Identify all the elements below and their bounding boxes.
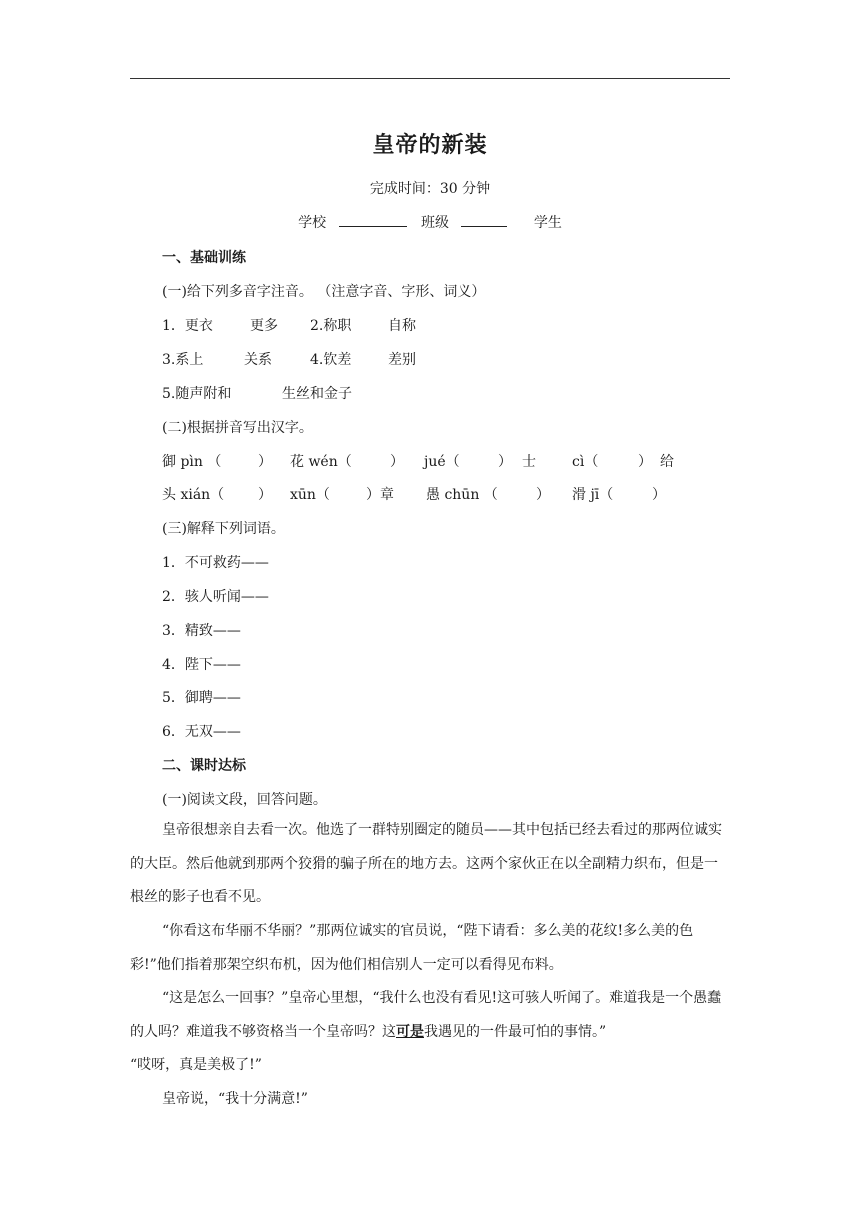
pinyin-item: ） xyxy=(258,487,272,503)
reading-paragraph-5: 皇帝说，“我十分满意!” xyxy=(162,1091,308,1107)
reading-paragraph-2: “你看这布华丽不华丽？”那两位诚实的官员说，“陛下请看：多么美的花纹!多么美的色彩!”他们指着那架空织布机，因为他们相信别人一定可以看得见布料。 xyxy=(130,923,694,973)
pinyin-item: 滑 jī（ xyxy=(572,487,614,503)
polyphone-item: 1．更衣 xyxy=(162,318,213,334)
vocab-item: 2．骇人听闻—— xyxy=(162,589,269,605)
header-rule xyxy=(130,78,730,79)
pinyin-item: 愚 chūn （ xyxy=(426,487,498,503)
vocab-item: 4．陛下—— xyxy=(162,657,241,673)
class-label: 班级 xyxy=(421,215,449,231)
completion-time: 完成时间：30 分钟 xyxy=(369,181,491,197)
polyphone-item: 差别 xyxy=(388,352,416,368)
pinyin-item: jué（ xyxy=(424,454,460,470)
pinyin-item: 给 xyxy=(660,454,674,470)
reading-paragraph-3 xyxy=(130,982,730,1049)
paragraph-text: 我遇见的一件最可怕的事情。” xyxy=(424,1023,607,1040)
pinyin-item: ） xyxy=(536,487,550,503)
section1-heading: 一、基础训练 xyxy=(162,250,246,266)
polyphone-item: 关系 xyxy=(244,352,272,368)
pinyin-item: 御 pìn （ xyxy=(162,454,222,470)
pinyin-item: ） xyxy=(638,454,652,470)
vocab-item: 6．无双—— xyxy=(162,724,241,740)
pinyin-row-2 xyxy=(162,484,722,504)
polyphone-item: 5.随声附和 xyxy=(162,386,232,402)
pinyin-item: 花 wén（ xyxy=(290,454,352,470)
pinyin-item: 头 xián（ xyxy=(162,487,225,503)
school-label: 学校 xyxy=(298,215,327,231)
part1-heading: (一)给下列多音字注音。 （注意字音、字形、词义） xyxy=(162,284,486,300)
school-blank[interactable] xyxy=(339,214,407,227)
pinyin-item: ） xyxy=(390,454,404,470)
polyphone-item: 3.系上 xyxy=(162,352,204,368)
page-title: 皇帝的新装 xyxy=(372,132,488,158)
pinyin-item: ） xyxy=(652,487,666,503)
polyphone-row-3 xyxy=(162,383,722,403)
student-info-line xyxy=(0,212,860,232)
reading-paragraph-1: 皇帝很想亲自去看一次。他选了一群特别圈定的随员——其中包括已经去看过的那两位诚实的大臣。然后他就到那两个狡猾的骗子所在的地方去。这两个家伙正在以全副精力织布，但是一根丝的影子也看不见。 xyxy=(130,822,722,905)
pinyin-item: ）章 xyxy=(366,487,394,503)
vocab-item: 1．不可救药—— xyxy=(162,555,269,571)
pinyin-item: 士 xyxy=(522,454,536,470)
polyphone-row-1 xyxy=(162,315,722,335)
vocab-item: 5．御聘—— xyxy=(162,690,241,706)
reading-heading: (一)阅读文段，回答问题。 xyxy=(162,792,327,808)
student-label: 学生 xyxy=(533,215,562,231)
polyphone-item: 2.称职 xyxy=(310,318,352,334)
pinyin-row-1 xyxy=(162,451,722,471)
polyphone-item: 自称 xyxy=(388,318,416,334)
pinyin-item: ） xyxy=(258,454,272,470)
polyphone-item: 更多 xyxy=(250,318,278,334)
paragraph-text: “这是怎么一回事？”皇帝心里想，“我什么也没有看见!这可骇人听闻了。难道我是一个愚蠢的人吗？难道我不够资格当一个皇帝吗？这 xyxy=(130,990,722,1040)
reading-paragraph-4: “哎呀，真是美极了!” xyxy=(130,1057,262,1073)
section2-heading: 二、课时达标 xyxy=(162,758,246,774)
polyphone-item: 生丝和金子 xyxy=(282,386,352,402)
vocab-item: 3．精致—— xyxy=(162,623,241,639)
pinyin-item: cì（ xyxy=(572,454,599,470)
underlined-word: 可是 xyxy=(396,1023,424,1040)
polyphone-row-2 xyxy=(162,349,722,369)
part2-heading: (二)根据拼音写出汉字。 xyxy=(162,420,313,436)
part3-heading: (三)解释下列词语。 xyxy=(162,521,285,537)
class-blank[interactable] xyxy=(461,214,507,227)
polyphone-item: 4.钦差 xyxy=(310,352,352,368)
pinyin-item: xūn（ xyxy=(290,487,330,503)
pinyin-item: ） xyxy=(498,454,512,470)
